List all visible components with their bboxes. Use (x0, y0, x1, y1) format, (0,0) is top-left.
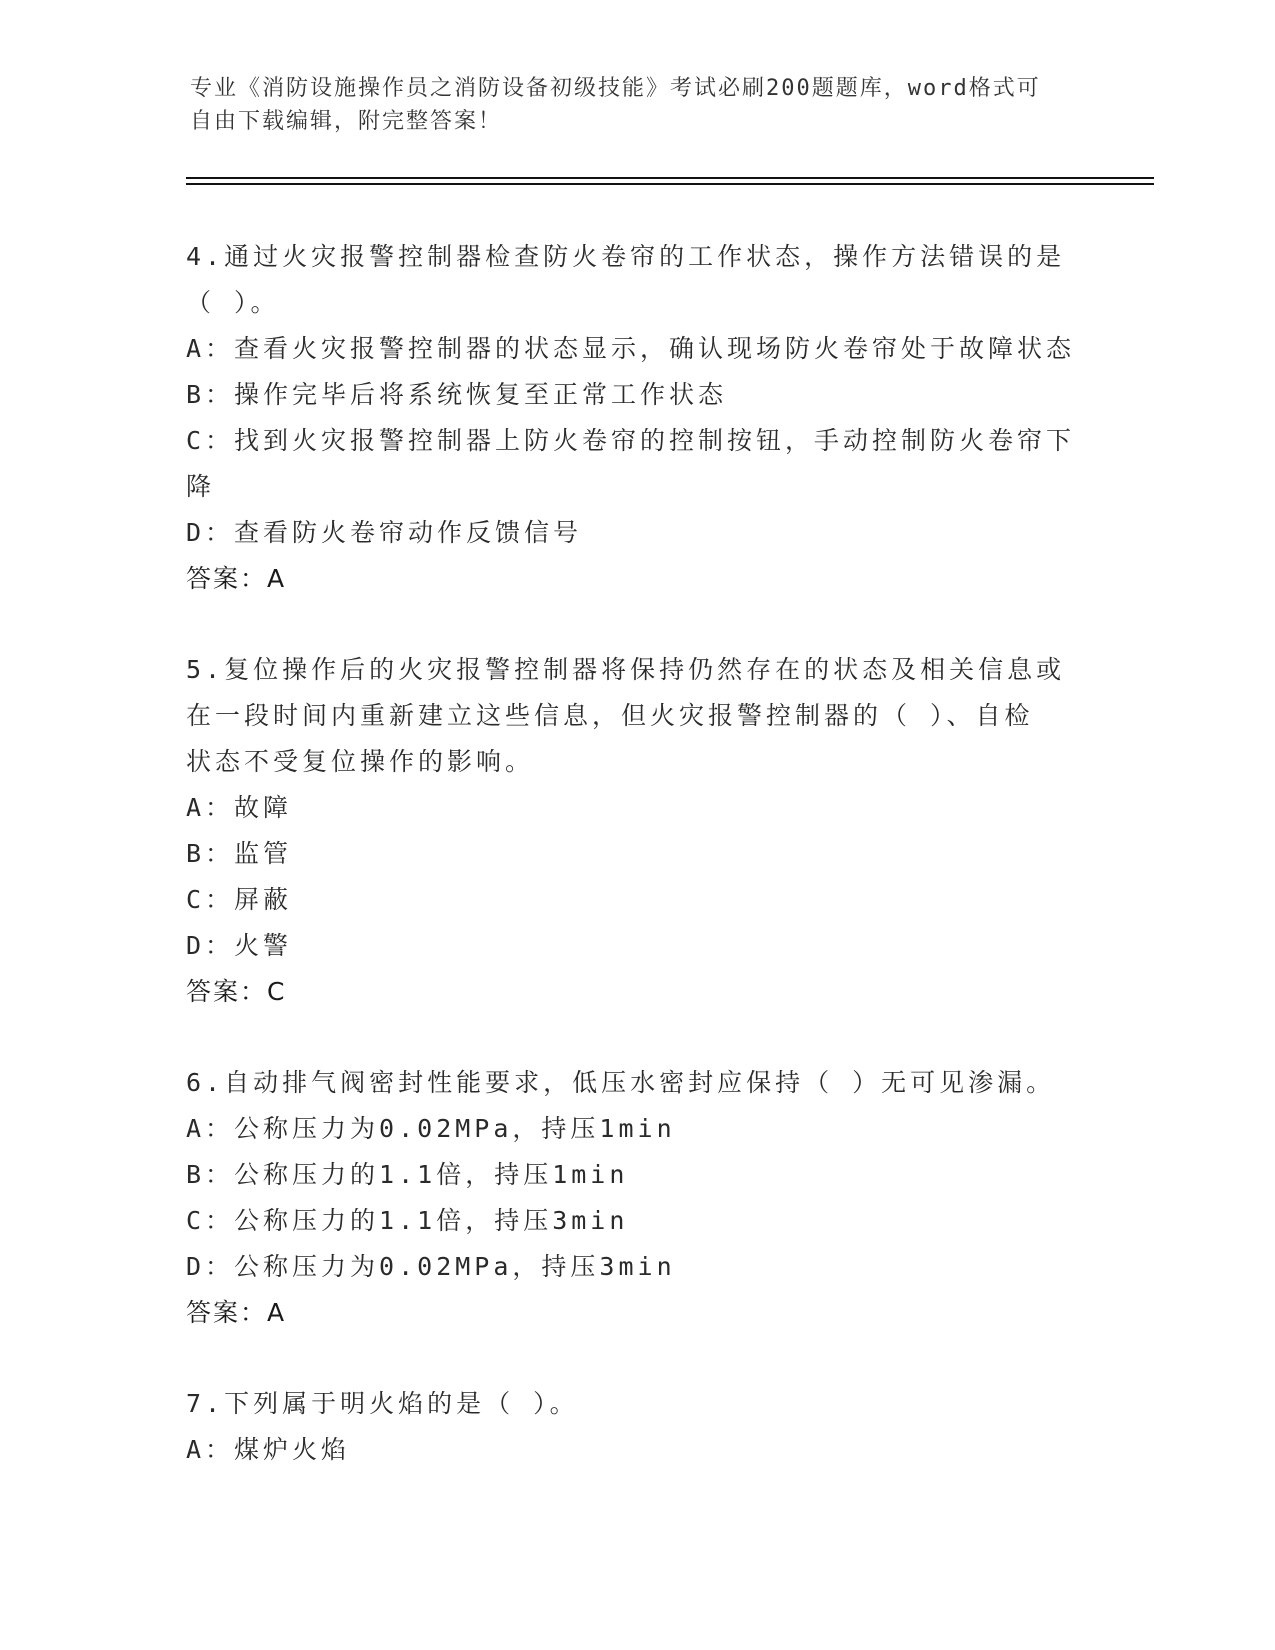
question-5 (186, 647, 1086, 1015)
option-d: D：火警 (186, 931, 293, 960)
option-a: A：公称压力为0.02MPa，持压1min (186, 1114, 676, 1143)
option-c: C：公称压力的1.1倍，持压3min (186, 1206, 629, 1235)
header-divider-bottom (186, 183, 1154, 185)
option-b: B：公称压力的1.1倍，持压1min (186, 1160, 629, 1189)
question-6 (186, 1060, 1086, 1336)
option-d: D：公称压力为0.02MPa，持压3min (186, 1252, 676, 1281)
option-a: A：查看火灾报警控制器的状态显示，确认现场防火卷帘处于故障状态 (186, 334, 1076, 363)
option-a: A：故障 (186, 793, 293, 822)
option-b: B：监管 (186, 839, 293, 868)
question-4 (186, 234, 1086, 602)
option-c: C：屏蔽 (186, 885, 293, 914)
option-b: B：操作完毕后将系统恢复至正常工作状态 (186, 380, 728, 409)
header-line-2: 自由下载编辑，附完整答案！ (190, 109, 503, 134)
answer: 答案：A (186, 1298, 287, 1327)
option-c-continued: 降 (186, 472, 216, 501)
header-divider-top (186, 177, 1154, 179)
question-stem: （ ）。 (186, 288, 280, 317)
question-stem: 在一段时间内重新建立这些信息，但火灾报警控制器的（ ）、自检 (186, 701, 1034, 730)
question-stem: 6.自动排气阀密封性能要求，低压水密封应保持（ ）无可见渗漏。 (186, 1068, 1056, 1097)
question-list (186, 234, 1086, 1518)
question-stem: 5.复位操作后的火灾报警控制器将保持仍然存在的状态及相关信息或 (186, 655, 1066, 684)
question-7 (186, 1381, 1086, 1473)
question-stem: 4.通过火灾报警控制器检查防火卷帘的工作状态，操作方法错误的是 (186, 242, 1066, 271)
header-line-1: 专业《消防设施操作员之消防设备初级技能》考试必刷200题题库，word格式可 (190, 76, 1041, 101)
option-c: C：找到火灾报警控制器上防火卷帘的控制按钮，手动控制防火卷帘下 (186, 426, 1076, 455)
question-stem: 状态不受复位操作的影响。 (186, 747, 535, 776)
answer: 答案：C (186, 977, 287, 1006)
option-a: A：煤炉火焰 (186, 1435, 351, 1464)
option-d: D：查看防火卷帘动作反馈信号 (186, 518, 583, 547)
answer: 答案：A (186, 564, 287, 593)
document-header (190, 72, 1090, 138)
question-stem: 7.下列属于明火焰的是（ ）。 (186, 1389, 579, 1418)
